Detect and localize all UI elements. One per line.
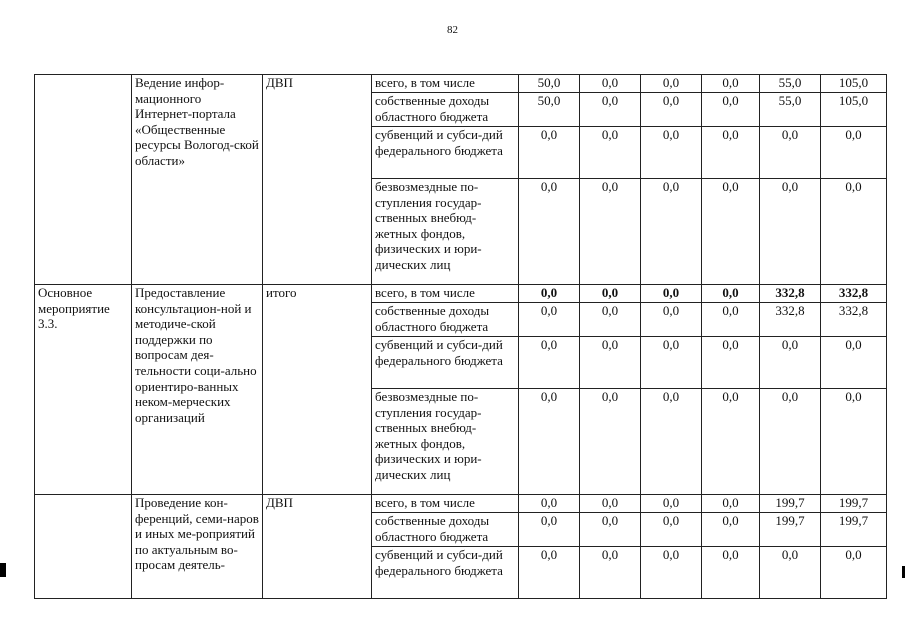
- value-cell: 0,0: [821, 389, 887, 495]
- value-cell: 0,0: [519, 127, 580, 179]
- value-cell: 0,0: [580, 495, 641, 513]
- value-cell: 0,0: [760, 389, 821, 495]
- executor-cell: ДВП: [263, 495, 372, 599]
- value-cell: 199,7: [821, 495, 887, 513]
- value-cell: 199,7: [760, 513, 821, 547]
- value-cell: 0,0: [519, 495, 580, 513]
- value-cell: 0,0: [580, 93, 641, 127]
- measure-cell-empty: [35, 495, 132, 599]
- value-cell: 0,0: [760, 127, 821, 179]
- value-cell: 0,0: [519, 513, 580, 547]
- value-cell: 0,0: [519, 303, 580, 337]
- value-cell: 0,0: [641, 75, 702, 93]
- source-cell: субвенций и субси-дий федерального бюджета: [372, 547, 519, 599]
- value-cell: 0,0: [519, 547, 580, 599]
- value-cell: 0,0: [641, 303, 702, 337]
- value-cell: 199,7: [760, 495, 821, 513]
- value-cell: 55,0: [760, 93, 821, 127]
- source-cell: безвозмездные по-ступления государ-ственных внебюд-жетных фондов, физических и юри-дических лиц: [372, 389, 519, 495]
- value-cell: 0,0: [821, 547, 887, 599]
- activity-name-cell: Проведение кон-ференций, семи-наров и иных ме-роприятий по актуальным во-просам деятель-: [132, 495, 263, 599]
- value-cell: 0,0: [702, 285, 760, 303]
- value-cell: 0,0: [641, 547, 702, 599]
- executor-cell: ДВП: [263, 75, 372, 285]
- value-cell: 50,0: [519, 93, 580, 127]
- value-cell: 55,0: [760, 75, 821, 93]
- value-cell: 0,0: [641, 285, 702, 303]
- measure-cell-empty: [35, 75, 132, 285]
- value-cell: 0,0: [641, 127, 702, 179]
- value-cell: 0,0: [580, 547, 641, 599]
- value-cell: 0,0: [702, 513, 760, 547]
- source-cell: собственные доходы областного бюджета: [372, 303, 519, 337]
- value-cell: 0,0: [760, 179, 821, 285]
- page-number: 82: [447, 24, 458, 36]
- value-cell: 105,0: [821, 93, 887, 127]
- budget-table: [34, 74, 887, 599]
- value-cell: 0,0: [580, 303, 641, 337]
- source-cell: собственные доходы областного бюджета: [372, 93, 519, 127]
- value-cell: 0,0: [580, 179, 641, 285]
- value-cell: 0,0: [641, 513, 702, 547]
- value-cell: 0,0: [702, 337, 760, 389]
- value-cell: 0,0: [519, 179, 580, 285]
- value-cell: 0,0: [821, 127, 887, 179]
- value-cell: 199,7: [821, 513, 887, 547]
- executor-cell: итого: [263, 285, 372, 495]
- value-cell: 0,0: [760, 547, 821, 599]
- scan-edge-mark: [0, 563, 6, 577]
- value-cell: 0,0: [702, 389, 760, 495]
- value-cell: 0,0: [580, 389, 641, 495]
- value-cell: 0,0: [580, 337, 641, 389]
- value-cell: 0,0: [641, 389, 702, 495]
- activity-name-cell: Ведение инфор-мационного Интернет-портала «Общественные ресурсы Вологод-ской области»: [132, 75, 263, 285]
- table-row: [35, 75, 887, 93]
- value-cell: 0,0: [580, 513, 641, 547]
- value-cell: 0,0: [641, 93, 702, 127]
- value-cell: 332,8: [821, 303, 887, 337]
- measure-label-cell: Основное мероприятие 3.3.: [35, 285, 132, 495]
- value-cell: 0,0: [580, 75, 641, 93]
- value-cell: 0,0: [519, 337, 580, 389]
- source-cell: субвенций и субси-дий федерального бюджета: [372, 127, 519, 179]
- source-cell: собственные доходы областного бюджета: [372, 513, 519, 547]
- source-cell: всего, в том числе: [372, 75, 519, 93]
- value-cell: 0,0: [821, 337, 887, 389]
- value-cell: 0,0: [702, 303, 760, 337]
- value-cell: 105,0: [821, 75, 887, 93]
- value-cell: 0,0: [821, 179, 887, 285]
- value-cell: 0,0: [580, 285, 641, 303]
- value-cell: 0,0: [702, 495, 760, 513]
- value-cell: 0,0: [641, 495, 702, 513]
- value-cell: 0,0: [702, 127, 760, 179]
- value-cell: 0,0: [580, 127, 641, 179]
- value-cell: 0,0: [702, 179, 760, 285]
- value-cell: 0,0: [519, 285, 580, 303]
- table-row: [35, 285, 887, 303]
- activity-name-cell: Предоставление консультацион-ной и методиче-ской поддержки по вопросам дея-тельности соци-ально ориентиро-ванных неком-мерческих организаций: [132, 285, 263, 495]
- value-cell: 0,0: [702, 75, 760, 93]
- value-cell: 0,0: [641, 337, 702, 389]
- source-cell: субвенций и субси-дий федерального бюджета: [372, 337, 519, 389]
- value-cell: 0,0: [702, 547, 760, 599]
- value-cell: 0,0: [760, 337, 821, 389]
- value-cell: 0,0: [702, 93, 760, 127]
- source-cell: всего, в том числе: [372, 285, 519, 303]
- value-cell: 0,0: [641, 179, 702, 285]
- value-cell: 332,8: [760, 285, 821, 303]
- table-row: [35, 495, 887, 513]
- source-cell: безвозмездные по-ступления государ-ственных внебюд-жетных фондов, физических и юри-дических лиц: [372, 179, 519, 285]
- value-cell: 50,0: [519, 75, 580, 93]
- value-cell: 0,0: [519, 389, 580, 495]
- value-cell: 332,8: [760, 303, 821, 337]
- value-cell: 332,8: [821, 285, 887, 303]
- source-cell: всего, в том числе: [372, 495, 519, 513]
